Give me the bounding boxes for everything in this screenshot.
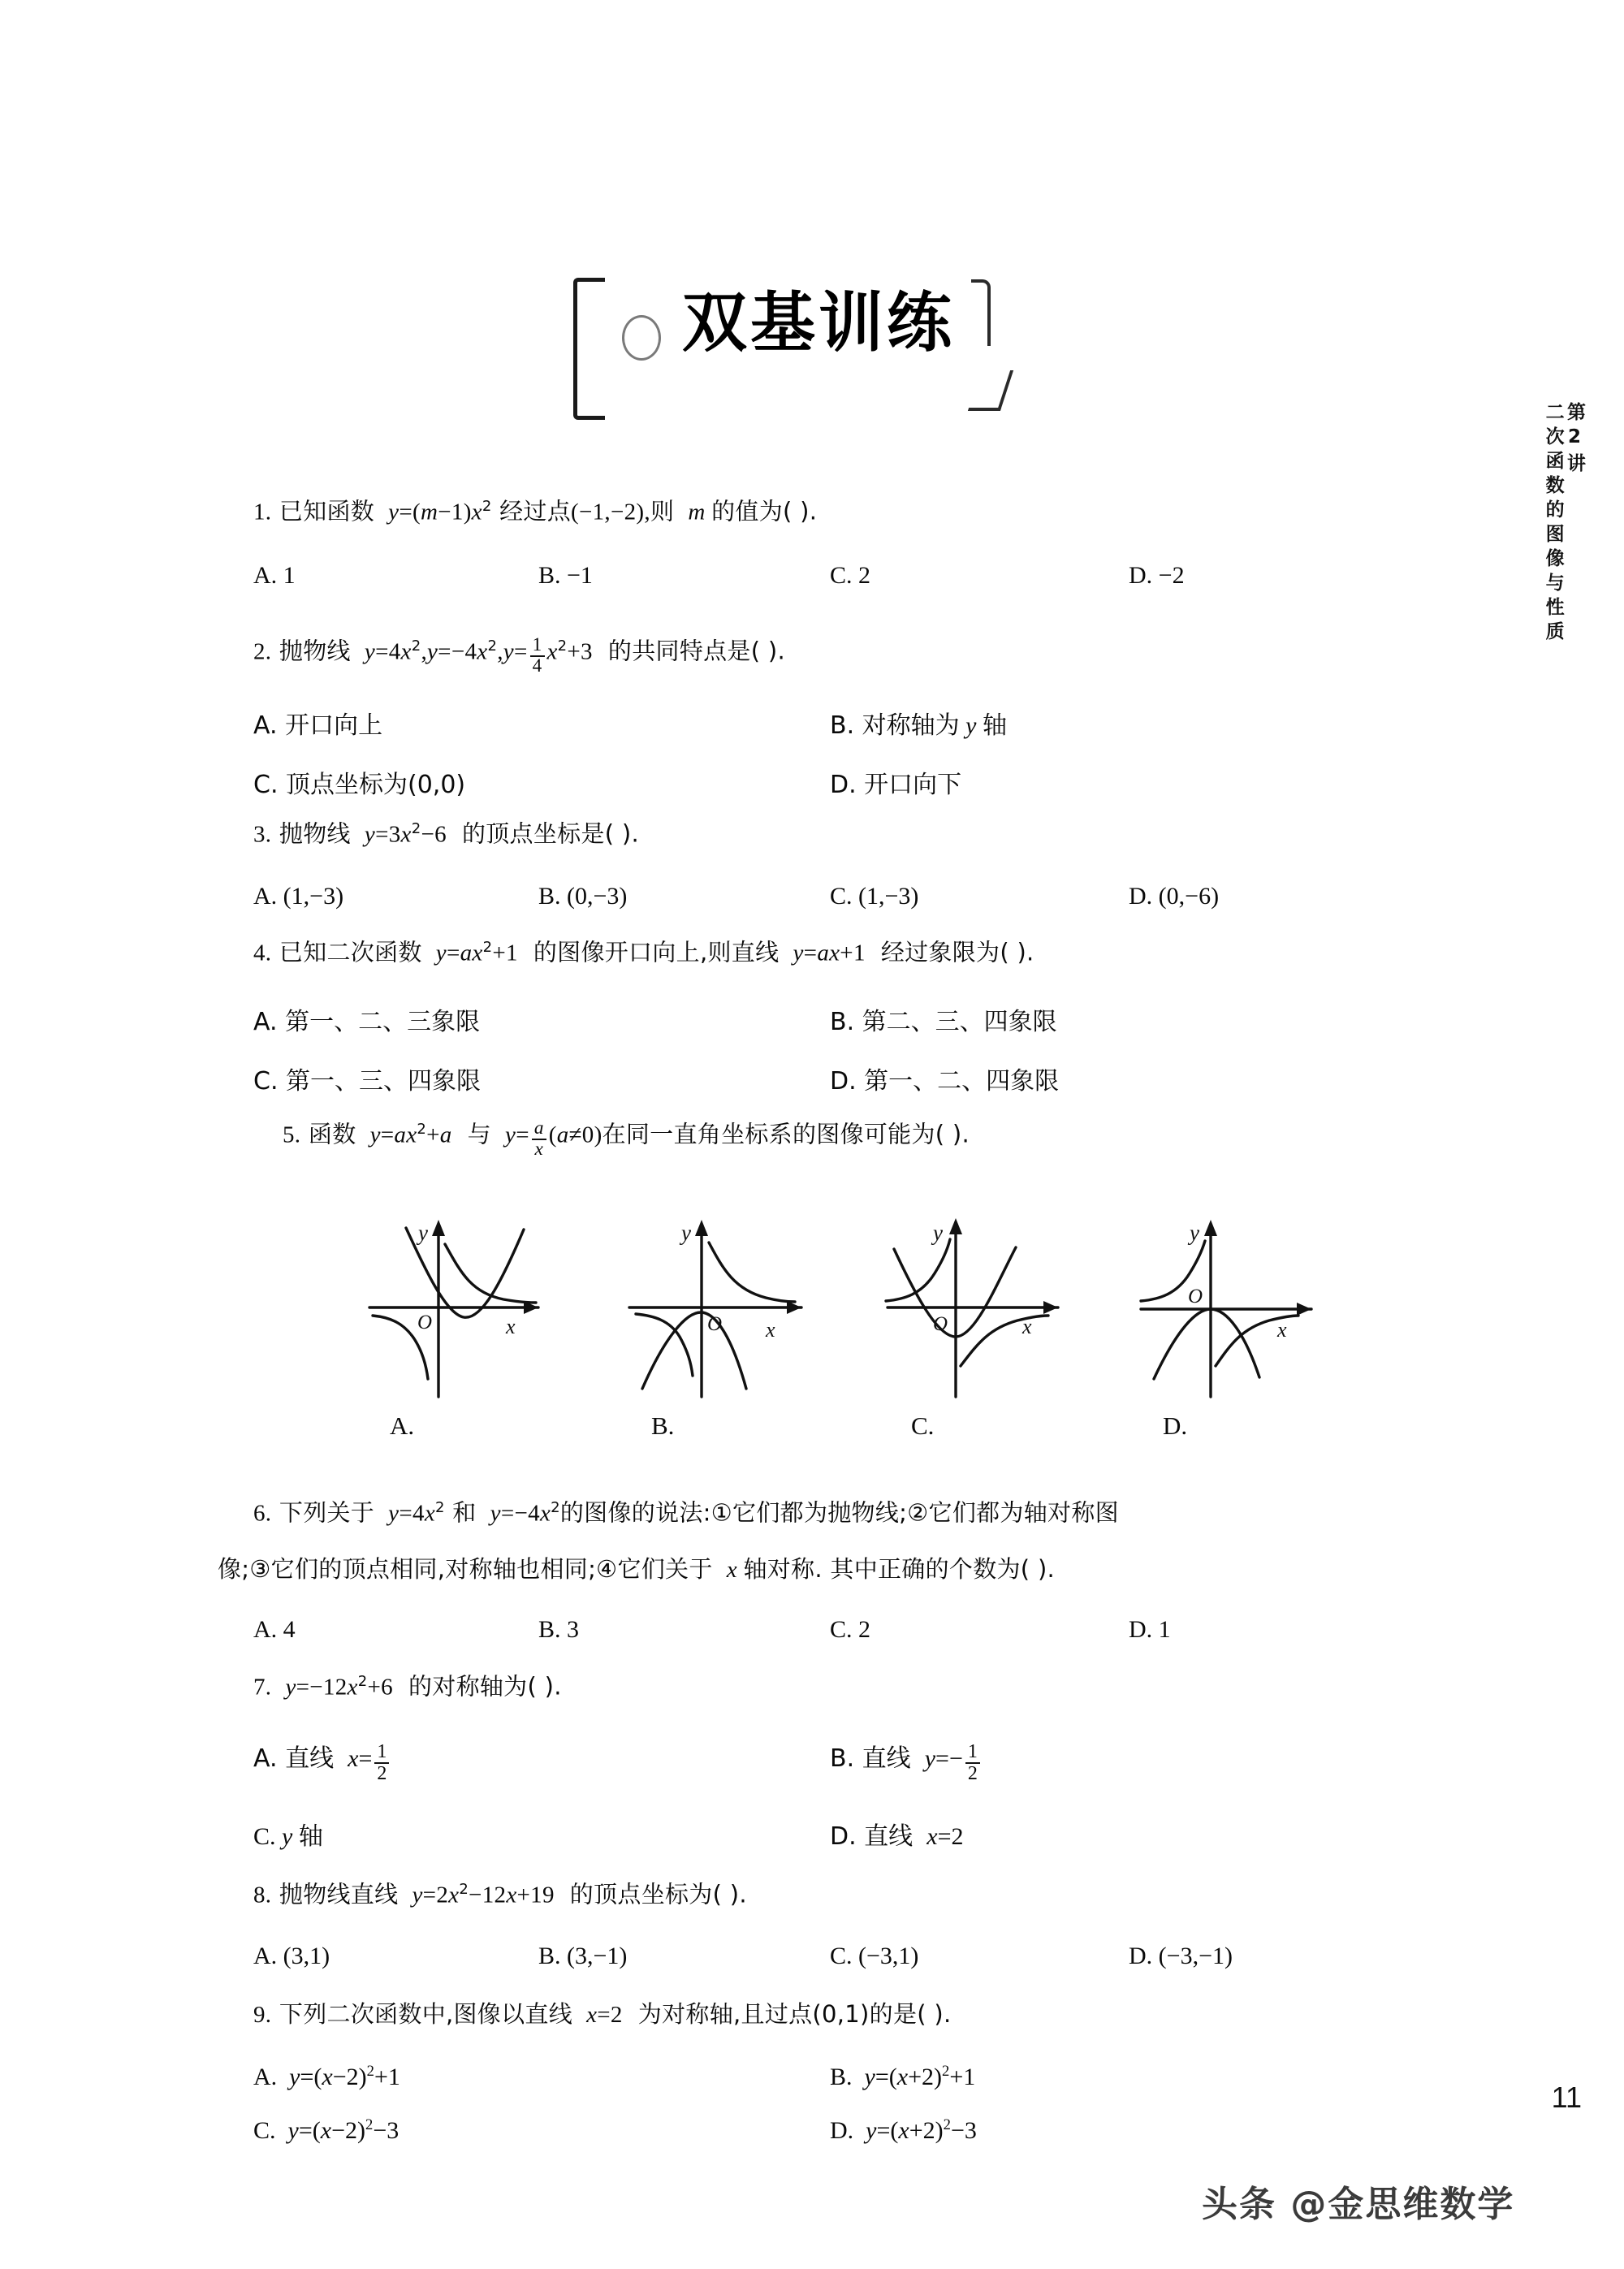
q9-option-a[interactable]: A. $y=(x-2)^2+1$ <box>253 2063 400 2090</box>
watermark-credit: 头条 @金思维数学 <box>1202 2184 1515 2225</box>
q3-number: 3. <box>253 821 272 848</box>
question-7-stem: 7. $y=-12x^2+6$ 的对称轴为( ). <box>253 1672 562 1701</box>
q4-option-c[interactable]: C. 第一、三、四象限 <box>253 1067 482 1096</box>
q4-option-d[interactable]: D. 第一、二、四象限 <box>830 1067 1060 1096</box>
question-5-stem: 5. 函数 $y=ax^2+a$ 与 y= $\frac{a}{x}$ (a≠0)在同一直角坐标系的图像可能为( ). <box>283 1117 970 1160</box>
q9-text-a: 下列二次函数中,图像以直线 <box>279 2000 573 2028</box>
q6-text-e: 轴对称. 其中正确的个数为( ). <box>743 1555 1056 1583</box>
q1-option-a[interactable]: A. 1 <box>253 562 296 589</box>
q6-option-a[interactable]: A. 4 <box>253 1616 296 1643</box>
q2-option-a[interactable]: A. 开口向上 <box>253 711 383 740</box>
q8-text-a: 抛物线直线 <box>279 1880 399 1908</box>
q9-option-c-label: C. <box>253 2117 276 2144</box>
figure-option-d <box>1134 1194 1345 1440</box>
svg-text:x: x <box>766 1318 775 1342</box>
q7-option-b-text: B. 直线 <box>830 1744 911 1773</box>
q9-option-c[interactable]: C. $y=(x-2)^2-3$ <box>253 2116 400 2144</box>
svg-text:y: y <box>418 1221 428 1245</box>
question-3-stem: 3. 抛物线 $y=3x^2-6$ 的顶点坐标是( ). <box>253 819 640 848</box>
q5-number: 5. <box>283 1122 301 1148</box>
svg-text:x: x <box>506 1315 516 1338</box>
q9-option-b[interactable]: B. $y=(x+2)^2+1$ <box>830 2063 976 2090</box>
circle-stamp-icon <box>622 315 661 361</box>
q6-option-b[interactable]: B. 3 <box>538 1616 580 1643</box>
figure-d-svg <box>1134 1194 1345 1405</box>
q2-text-a: 抛物线 <box>279 637 351 665</box>
q4-option-a[interactable]: A. 第一、二、三象限 <box>253 1008 481 1036</box>
q7-number: 7. <box>253 1674 272 1701</box>
banner-bracket-left-icon <box>573 278 605 420</box>
q9-option-b-label: B. <box>830 2064 853 2090</box>
q9-option-a-label: A. <box>253 2064 278 2090</box>
q9-option-d[interactable]: D. $y=(x+2)^2-3$ <box>830 2116 977 2144</box>
q8-option-b[interactable]: B. (3,−1) <box>538 1943 628 1969</box>
q3-option-a[interactable]: A. (1,−3) <box>253 883 344 910</box>
q6-text-d: 像;③它们的顶点相同,对称轴也相同;④它们关于 <box>218 1555 713 1583</box>
svg-text:x: x <box>1022 1315 1032 1338</box>
q7-option-b[interactable]: B. 直线 y=− $\frac{1}{2}$ <box>830 1738 983 1783</box>
q5-text-b: 与 <box>467 1120 491 1148</box>
q7-option-d-text: D. 直线 <box>830 1822 914 1851</box>
q1-number: 1. <box>253 499 272 525</box>
svg-text:y: y <box>933 1221 943 1245</box>
q3-option-c[interactable]: C. (1,−3) <box>830 883 919 910</box>
svg-text:x: x <box>1277 1318 1287 1342</box>
page-number: 11 <box>1551 2081 1582 2114</box>
q8-option-c[interactable]: C. (−3,1) <box>830 1943 919 1969</box>
q8-option-a[interactable]: A. (3,1) <box>253 1943 330 1969</box>
question-6-stem-line1: 6. 下列关于 $y=4x^2$ 和 $y=-4x^2$的图像的说法:①它们都为抛物线;②它们都为轴对称图 <box>253 1498 1119 1527</box>
q8-number: 8. <box>253 1882 272 1908</box>
svg-text:O: O <box>417 1312 433 1333</box>
q7-option-c-label: C. <box>253 1823 276 1850</box>
q3-text-b: 的顶点坐标是( ). <box>461 819 640 848</box>
section-title: 双基训练 <box>682 285 955 361</box>
figure-a-svg <box>361 1194 572 1405</box>
q2-option-b-suffix: 轴 <box>982 711 1007 740</box>
side-lecture-label: 第2讲 <box>1564 402 1585 478</box>
q2-option-c[interactable]: C. 顶点坐标为(0,0) <box>253 771 466 799</box>
q4-text-a: 已知二次函数 <box>279 938 422 966</box>
q1-option-b[interactable]: B. −1 <box>538 562 593 589</box>
q1-text-b: 经过点 <box>499 497 571 525</box>
q6-number: 6. <box>253 1500 272 1527</box>
q5-text-c: 在同一直角坐标系的图像可能为( ). <box>602 1120 970 1148</box>
figure-c-label: C. <box>911 1411 935 1440</box>
svg-text:O: O <box>1188 1286 1203 1307</box>
q7-option-d[interactable]: D. 直线 x=2 <box>830 1822 964 1851</box>
q1-option-c[interactable]: C. 2 <box>830 562 871 589</box>
question-1-stem: 1. 已知函数 $y=(m-1)x^2$ 经过点(−1,−2),则 m 的值为( ). <box>253 497 818 525</box>
q6-text-a: 下列关于 <box>279 1498 375 1527</box>
q9-text-b: 为对称轴,且过点(0,1)的是( ). <box>637 2000 952 2028</box>
question-6-stem-line2: 像;③它们的顶点相同,对称轴也相同;④它们关于 x 轴对称. 其中正确的个数为( ). <box>218 1555 1056 1583</box>
q4-number: 4. <box>253 940 272 966</box>
side-running-head <box>1512 402 1585 646</box>
q6-option-c[interactable]: C. 2 <box>830 1616 871 1643</box>
figure-b-svg <box>623 1194 834 1405</box>
q2-option-b-text: B. 对称轴为 <box>830 711 960 740</box>
q4-text-b: 的图像开口向上,则直线 <box>533 938 780 966</box>
q6-option-d[interactable]: D. 1 <box>1129 1616 1171 1643</box>
svg-text:O: O <box>707 1313 723 1335</box>
banner-bracket-right-icon <box>966 279 1004 409</box>
figure-option-c <box>883 1194 1094 1440</box>
figure-b-label: B. <box>651 1411 675 1440</box>
q6-text-c: 的图像的说法:①它们都为抛物线;②它们都为轴对称图 <box>559 1498 1119 1527</box>
q8-text-b: 的顶点坐标为( ). <box>569 1880 747 1908</box>
svg-text:O: O <box>933 1313 948 1335</box>
q7-text-b: 的对称轴为( ). <box>408 1672 562 1701</box>
q1-option-d[interactable]: D. −2 <box>1129 562 1185 589</box>
q6-text-b: 和 <box>452 1498 477 1527</box>
q2-number: 2. <box>253 638 272 665</box>
section-banner <box>560 268 1080 422</box>
q9-number: 9. <box>253 2002 272 2028</box>
q7-option-a[interactable]: A. 直线 x= $\frac{1}{2}$ <box>253 1738 391 1783</box>
side-topic-label: 二次函数的图像与性质 <box>1542 402 1564 646</box>
q7-option-a-text: A. 直线 <box>253 1744 335 1773</box>
q1-text-c: 则 <box>650 497 675 525</box>
figure-option-b <box>623 1194 834 1440</box>
q1-text-d: 的值为( ). <box>711 497 818 525</box>
q1-text-a: 已知函数 <box>279 497 375 525</box>
question-8-stem: 8. 抛物线直线 $y=2x^2-12x+19$ 的顶点坐标为( ). <box>253 1880 747 1908</box>
question-5-figures <box>325 1194 1380 1462</box>
q8-option-d[interactable]: D. (−3,−1) <box>1129 1943 1233 1969</box>
svg-text:y: y <box>681 1221 691 1245</box>
svg-text:y: y <box>1190 1221 1199 1245</box>
figure-d-label: D. <box>1163 1411 1188 1440</box>
q5-text-a: 函数 <box>308 1120 356 1148</box>
q9-option-d-label: D. <box>830 2117 854 2144</box>
question-4-stem: 4. 已知二次函数 $y=ax^2+1$ 的图像开口向上,则直线 y=ax+1 经过象限为( ). <box>253 938 1034 966</box>
figure-a-label: A. <box>390 1411 415 1440</box>
question-9-stem: 9. 下列二次函数中,图像以直线 x=2 为对称轴,且过点(0,1)的是( ). <box>253 2000 952 2028</box>
q2-option-d[interactable]: D. 开口向下 <box>830 771 962 799</box>
q2-text-b: 的共同特点是( ). <box>607 637 785 665</box>
q2-option-b[interactable]: B. 对称轴为 y 轴 <box>830 711 1007 740</box>
q4-option-b[interactable]: B. 第二、三、四象限 <box>830 1008 1057 1036</box>
q4-text-c: 经过象限为( ). <box>880 938 1034 966</box>
q7-option-c-suffix: 轴 <box>298 1822 323 1851</box>
question-2-stem: 2. 抛物线 $y=4x^2,y=-4x^2,y=$ $\frac{1}{4}$ $x^2+3$ 的共同特点是( ). <box>253 634 785 676</box>
q3-option-d[interactable]: D. (0,−6) <box>1129 883 1220 910</box>
q7-option-c[interactable]: C. y 轴 <box>253 1822 323 1851</box>
figure-c-svg <box>883 1194 1094 1405</box>
q3-text-a: 抛物线 <box>279 819 351 848</box>
q3-option-b[interactable]: B. (0,−3) <box>538 883 628 910</box>
figure-option-a <box>361 1194 572 1440</box>
